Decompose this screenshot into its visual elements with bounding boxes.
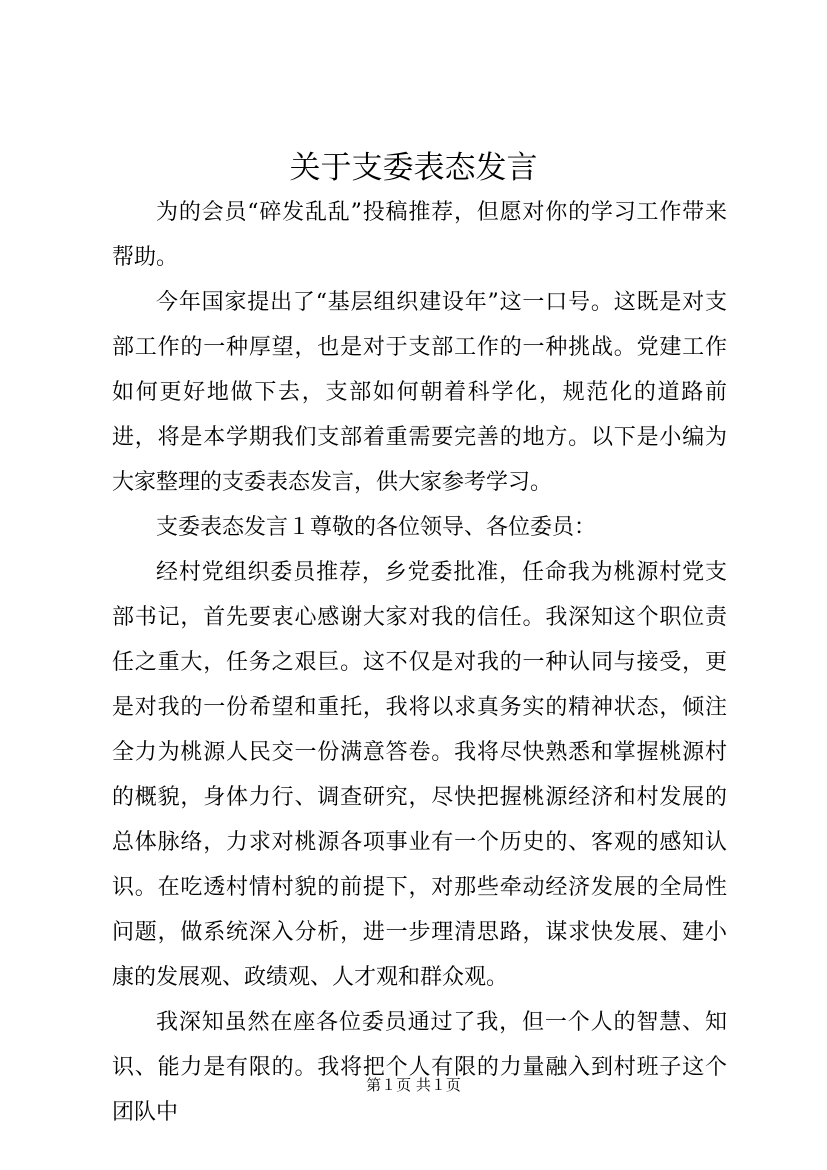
paragraph-background: 今年国家提出了“基层组织建设年”这一口号。这既是对支部工作的一种厚望，也是对于支部工作的一种挑战。党建工作如何更好地做下去，支部如何朝着科学化，规范化的道路前进，将是本学期我们支部着重需要完善的地方。以下是小编为大家整理的支委表态发言，供大家参考学习。 xyxy=(112,290,727,495)
document-body xyxy=(112,190,727,1135)
paragraph-speech-heading: 支委表态发言１尊敬的各位领导、各位委员： xyxy=(156,515,597,540)
paragraph-intro: 为的会员“碎发乱乱”投稿推荐，但愿对你的学习工作带来帮助。 xyxy=(112,200,727,270)
document-title: 关于支委表态发言 xyxy=(289,150,538,186)
paragraph-teamwork: 我深知虽然在座各位委员通过了我，但一个人的智慧、知识、能力是有限的。我将把个人有限的力量融入到村班子这个团队中 xyxy=(112,1010,727,1125)
paragraph-appointment: 经村党组织委员推荐，乡党委批准，任命我为桃源村党支部书记，首先要衷心感谢大家对我的信任。我深知这个职位责任之重大，任务之艰巨。这不仅是对我的一种认同与接受，更是对我的一份希望和重托，我将以求真务实的精神状态，倾注全力为桃源人民交一份满意答卷。我将尽快熟悉和掌握桃源村的概貌，身体力行、调查研究，尽快把握桃源经济和村发展的总体脉络，力求对桃源各项事业有一个历史的、客观的感知认识。在吃透村情村貌的前提下，对那些牵动经济发展的全局性问题，做系统深入分析，进一步理清思路，谋求快发展、建小康的发展观、政绩观、人才观和群众观。 xyxy=(112,560,727,990)
page-number-footer: 第１页 共１页 xyxy=(366,1076,461,1094)
